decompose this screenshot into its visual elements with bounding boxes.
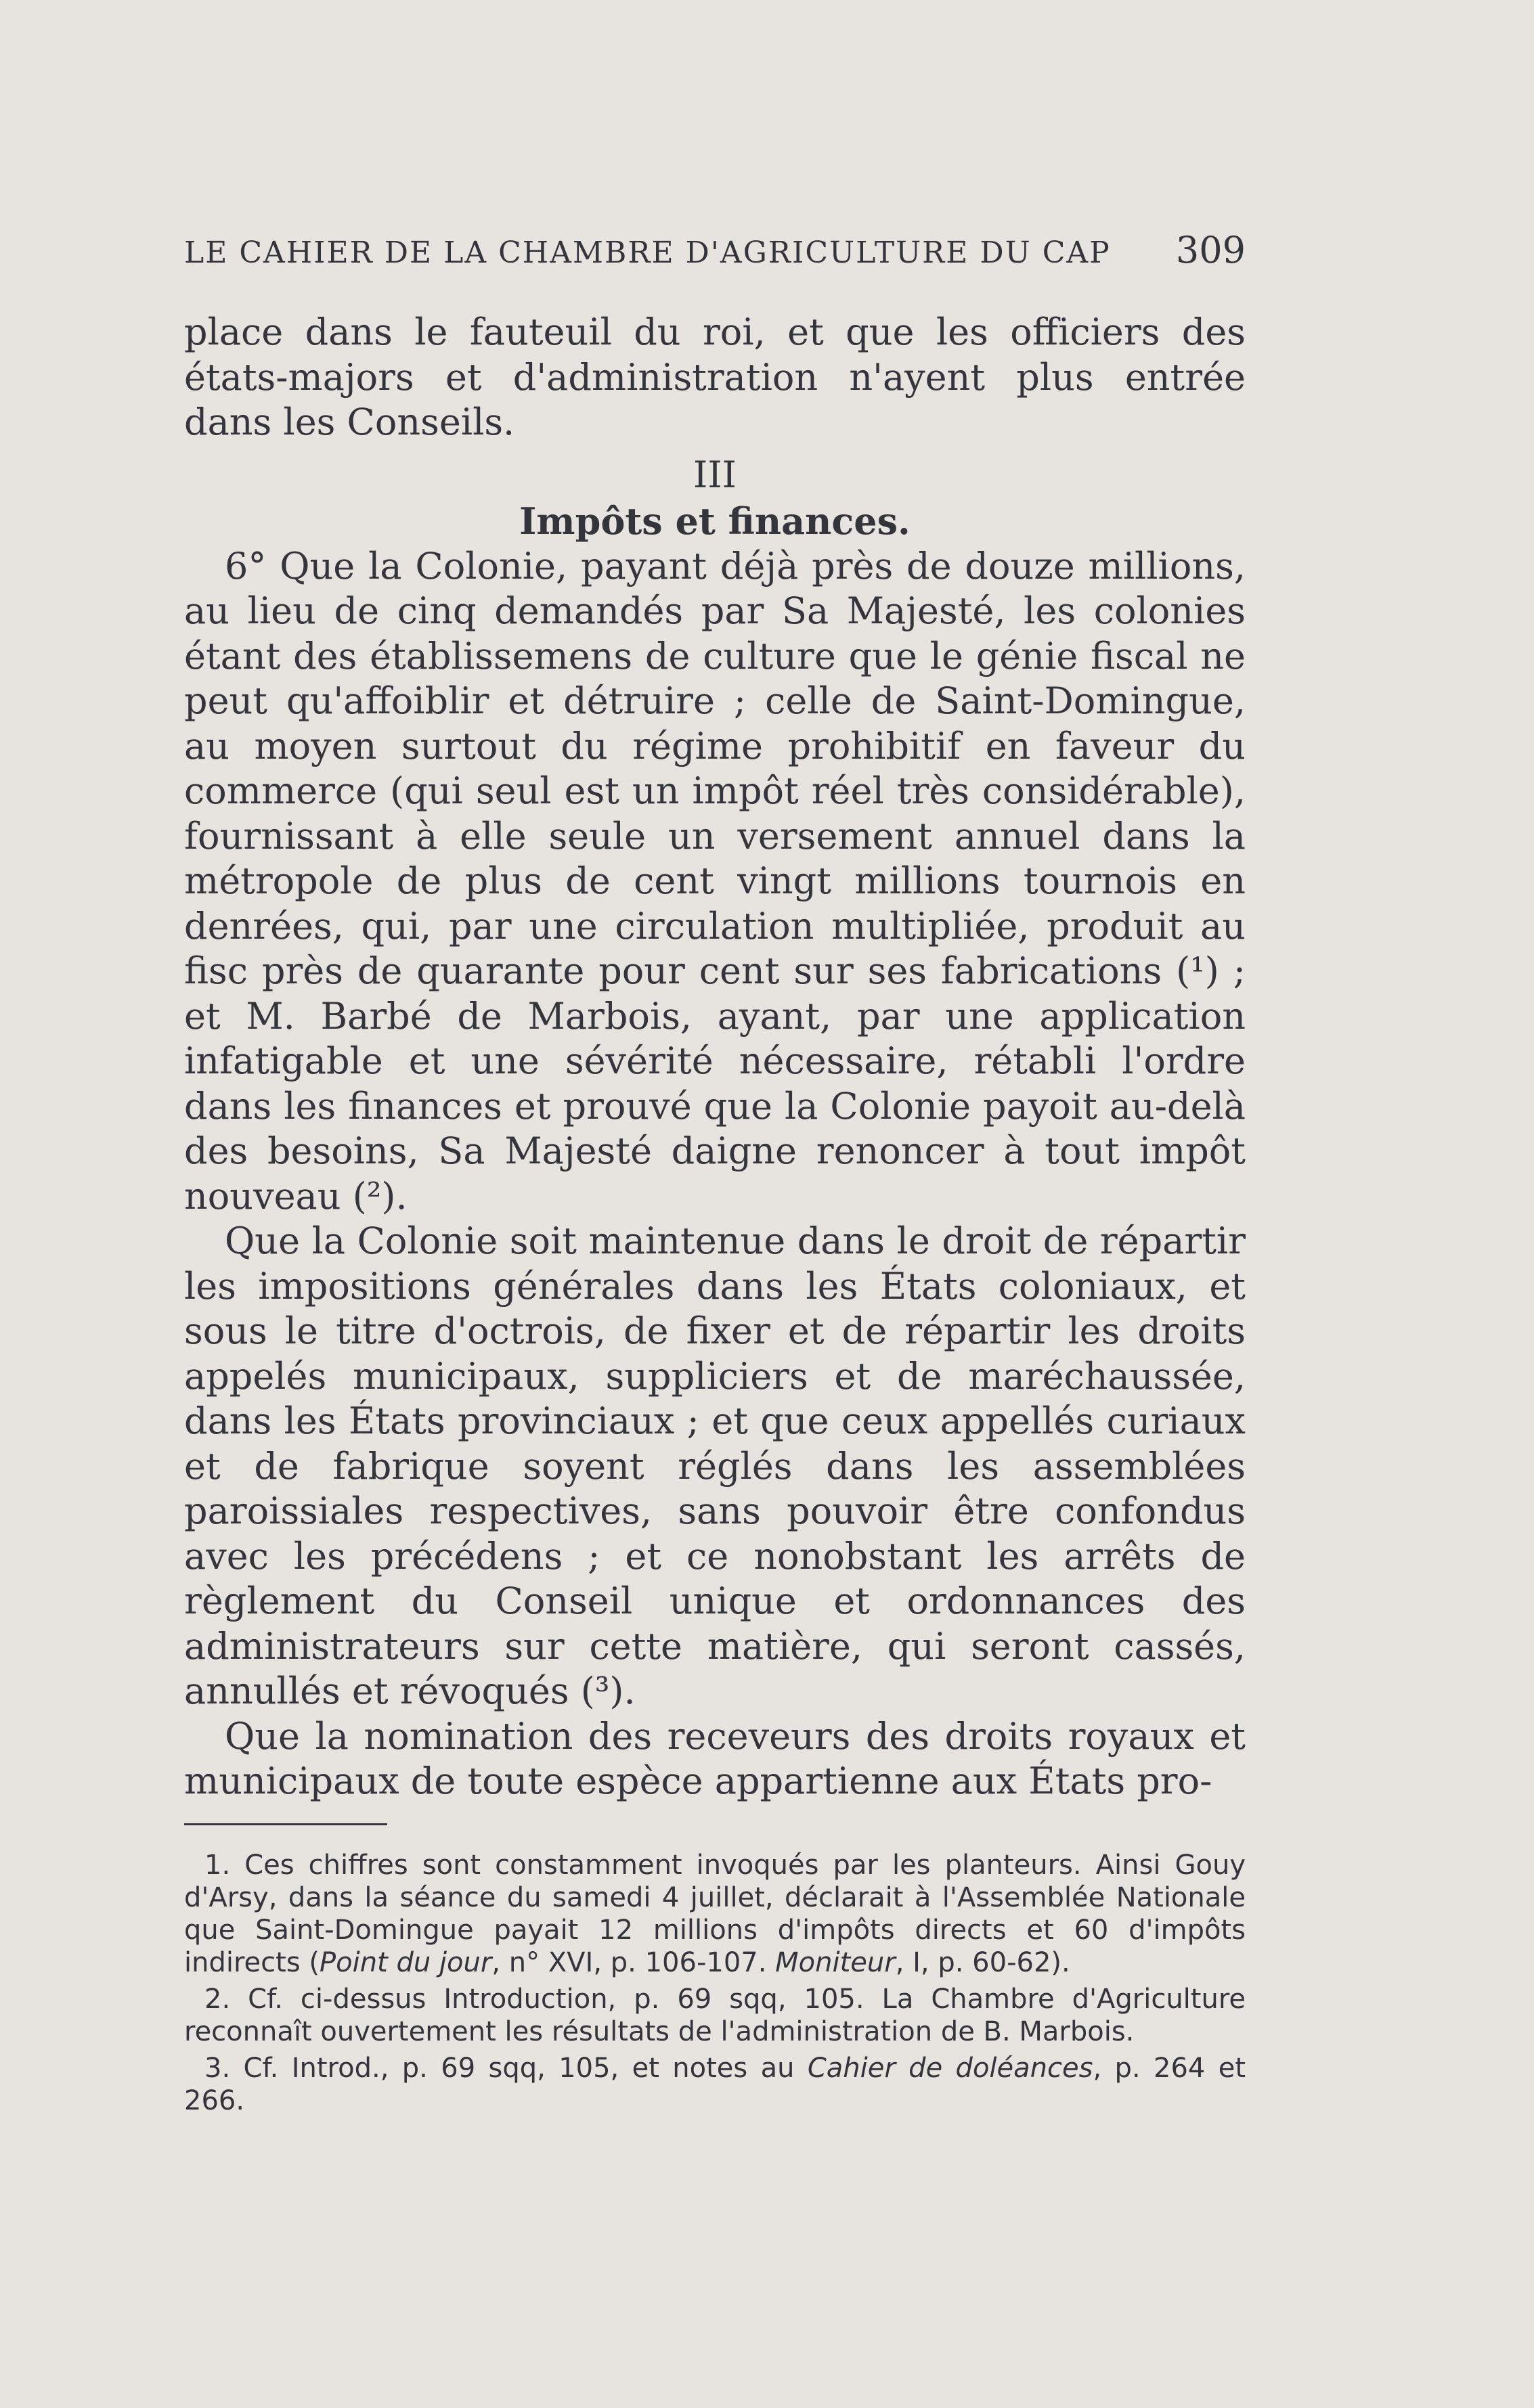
footnote-text: , I, p. 60-62).	[895, 1947, 1070, 1978]
footnote-ref-1: (¹)	[1176, 950, 1219, 992]
footnote-ref-3: (³).	[580, 1670, 636, 1712]
footnote-divider	[184, 1823, 387, 1825]
footnote-ref-2: (²).	[352, 1174, 408, 1218]
running-title: LE CAHIER DE LA CHAMBRE D'AGRICULTURE DU CAP	[184, 236, 1111, 270]
paragraph-text: Que la Colonie soit maintenue dans le droit de répartir les impositions générales dans les États coloniaux, et sous le titre d'octrois, de fixer et de répartir les droits appelés municipaux, suppliciers et de maréchaussée, dans les États provinciaux ; et que ceux appellés curiaux et de fabrique soyent réglés dans les assemblées paroissiales respectives, sans pouvoir être confondus avec les précédens ; et ce nonobstant les arrêts de règlement du Conseil unique et ordonnances des administrateurs sur cette matière, qui seront cassés, annullés et révoqués	[184, 1220, 1246, 1712]
paragraph-continued: place dans le fauteuil du roi, et que les officiers des états-majors et d'administration n'ayent plus entrée dans les Conseils.	[184, 311, 1246, 443]
footnote-citation: Moniteur	[775, 1947, 896, 1978]
paragraph-receveurs: Que la nomination des receveurs des droits royaux et municipaux de toute espèce appartienne aux États pro-	[184, 1714, 1246, 1802]
footnote-text: , n° XVI, p. 106-107.	[491, 1947, 776, 1978]
page-number: 309	[1175, 229, 1246, 271]
body-text	[184, 310, 1246, 1804]
footnote-1	[184, 1849, 1246, 1979]
footnote-text: , p. 264 et 266.	[184, 2053, 1246, 2116]
paragraph-text: 6° Que la Colonie, payant déjà près de douze millions, au lieu de cinq demandés par Sa Majesté, les colonies étant des établissemens de culture que le génie fiscal ne peut qu'affoiblir et détruire ; celle de Saint-Domingue, au moyen surtout du régime prohibitif en faveur du commerce (qui seul est un impôt réel très considérable), fournissant à elle seule un versement annuel dans la métropole de plus de cent vingt millions tournois en denrées, qui, par une circulation multipliée, produit au fisc près de quarante pour cent sur ses fabrications	[184, 544, 1246, 992]
paragraph-text: ; et M. Barbé de Marbois, ayant, par une application infatigable et une sévérité nécessaire, rétabli l'ordre dans les finances et prouvé que la Colonie payoit au-delà des besoins, Sa Majesté daigne renoncer à tout impôt nouveau	[184, 950, 1246, 1218]
footnote-text: 3. Cf. Introd., p. 69 sqq, 105, et notes au	[204, 2053, 808, 2084]
paragraph-impositions	[184, 1219, 1246, 1714]
footnote-citation: Cahier de doléances	[807, 2053, 1093, 2084]
footnote-3	[184, 2052, 1246, 2117]
paragraph-article-6	[184, 544, 1246, 1220]
footnote-text: 1. Ces chiffres sont constamment invoqués par les planteurs. Ainsi Gouy d'Arsy, dans la séance du samedi 4 juillet, déclarait à l'Assemblée Nationale que Saint-Domingue payait 12 millions d'impôts directs et 60 d'impôts indirects (	[184, 1850, 1246, 1978]
section-number: III	[693, 453, 737, 496]
section-title: Impôts et finances.	[519, 499, 911, 543]
footnote-2: 2. Cf. ci-dessus Introduction, p. 69 sqq, 105. La Chambre d'Agriculture reconnaît ouvertement les résultats de l'administration de B. Marbois.	[184, 1984, 1246, 2047]
running-head	[184, 229, 1246, 271]
footnotes	[184, 1849, 1246, 2117]
footnote-citation: Point du jour	[319, 1947, 492, 1978]
